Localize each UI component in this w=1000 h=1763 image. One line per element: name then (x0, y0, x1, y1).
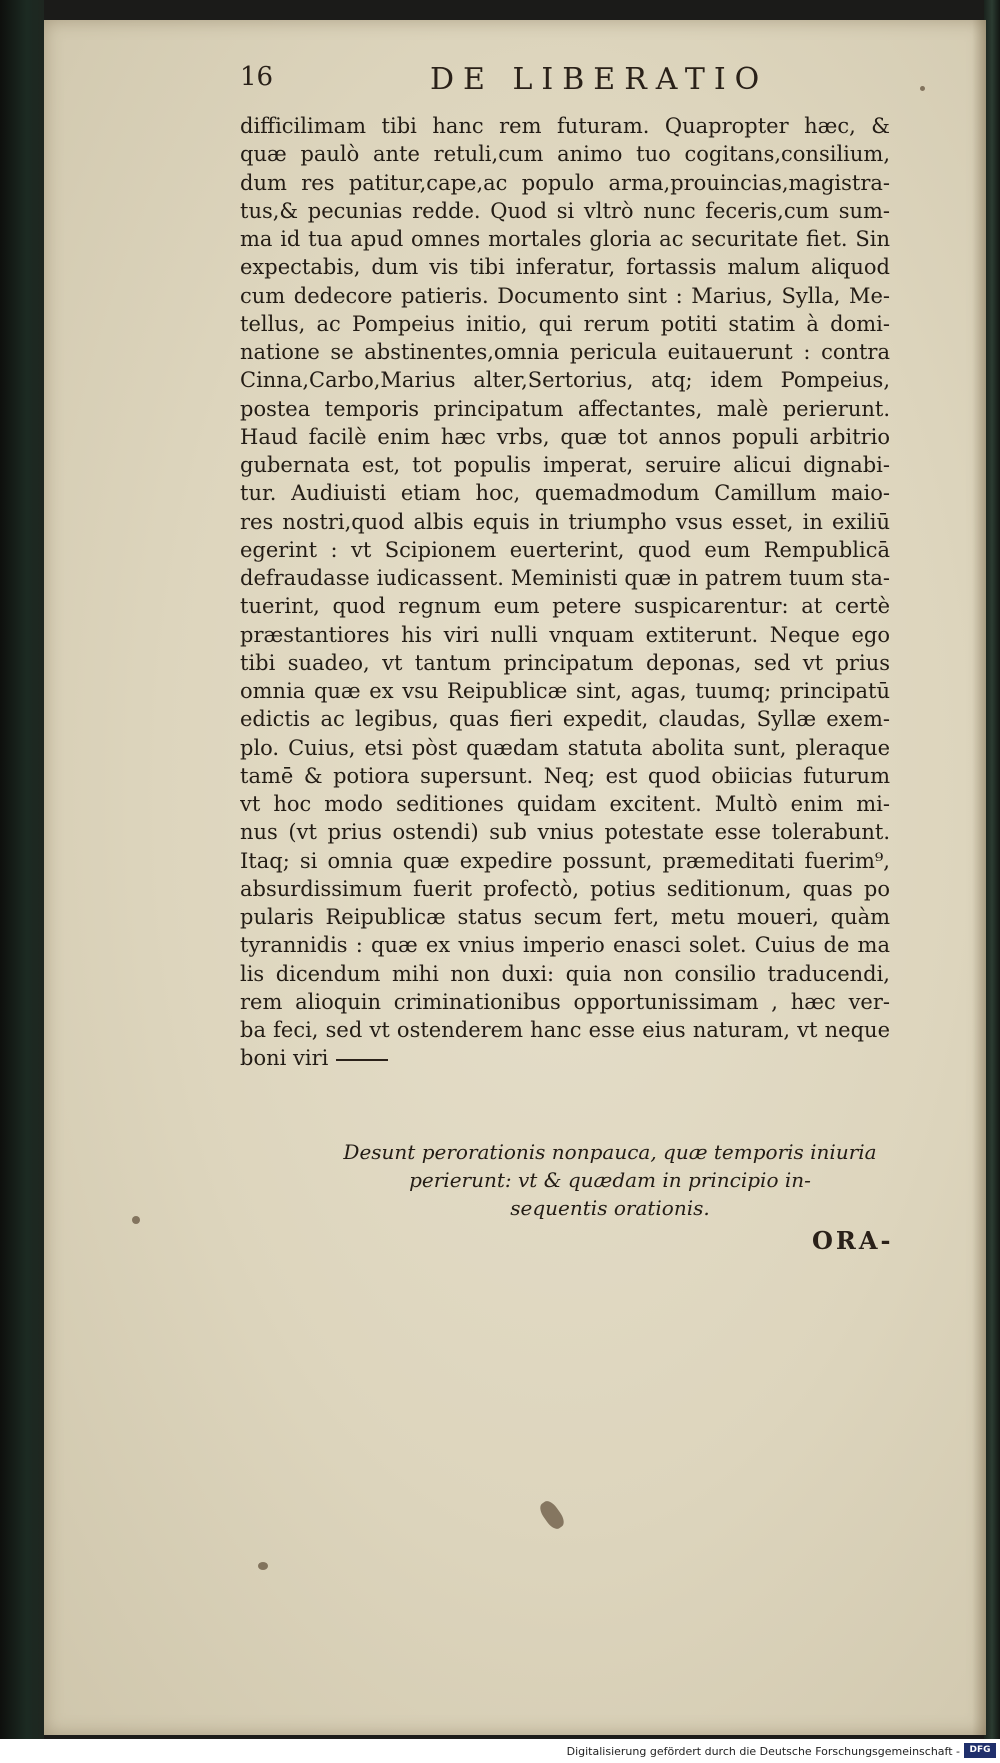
book-board-left (0, 0, 44, 1763)
page-stain (258, 1562, 268, 1570)
break-off-dash (336, 1059, 388, 1061)
text-line: absurdissimum fuerit profectò, potius seditionum, quas po (240, 876, 890, 901)
page-edge-shadow (972, 20, 986, 1735)
text-line: natione se abstinentes,omnia pericula euitauerunt : contra (240, 340, 890, 364)
text-line: ma id tua apud omnes mortales gloria ac securitate fiet. Sin (240, 227, 890, 251)
text-line: egerint : vt Scipionem euerterint, quod eum Rempublicā (240, 537, 890, 562)
digitization-footer (0, 1739, 1000, 1763)
text-line: vt hoc modo seditiones quidam excitent. Multò enim mi- (240, 792, 890, 816)
text-line: postea temporis principatum affectantes, malè perierunt. (240, 396, 890, 421)
text-line: tur. Audiuisti etiam hoc, quemadmodum Camillum maio- (240, 481, 890, 506)
text-line: rem alioquin criminationibus opportunissimam , hæc ver- (240, 989, 890, 1014)
text-line: pularis Reipublicæ status secum fert, metu moueri, quàm (240, 905, 890, 929)
text-line: cum dedecore patieris. Documento sint : Marius, Sylla, Me- (240, 283, 890, 308)
text-line: Haud facilè enim hæc vrbs, quæ tot annos populi arbitrio (240, 424, 890, 449)
note-line: sequentis orationis. (510, 1196, 710, 1220)
text-line: tibi suadeo, vt tantum principatum deponas, sed vt prius (240, 650, 890, 675)
text-line: difficilimam tibi hanc rem futuram. Quapropter hæc, & (240, 114, 890, 138)
text-line: omnia quæ ex vsu Reipublicæ sint, agas, tuumq; principatū (240, 679, 890, 703)
text-line: expectabis, dum vis tibi inferatur, fortassis malum aliquod (240, 255, 890, 280)
body-text (240, 112, 890, 1073)
text-line: tamē & potiora supersunt. Neq; est quod obiicias futurum (240, 763, 890, 788)
note-line: perierunt: vt & quædam in principio in- (409, 1168, 811, 1192)
text-line: tellus, ac Pompeius initio, qui rerum potiti statim à domi- (240, 311, 890, 336)
text-line: gubernata est, tot populis imperat, seruire alicui dignabi- (240, 453, 890, 477)
text-line: res nostri,quod albis equis in triumpho vsus esset, in exiliū (240, 509, 890, 534)
text-line: præstantiores his viri nulli vnquam extiterunt. Neque ego (240, 622, 890, 647)
text-line: edictis ac legibus, quas fieri expedit, claudas, Syllæ exem- (240, 707, 890, 732)
page-stain (920, 86, 925, 91)
text-line-final-words: boni viri (240, 1046, 329, 1071)
text-line: Itaq; si omnia quæ expedire possunt, præmeditati fuerim⁹, (240, 848, 890, 873)
page-header (240, 62, 890, 112)
text-line: ba feci, sed vt ostenderem hanc esse eius naturam, vt neque (240, 1018, 890, 1042)
text-line: nus (vt prius ostendi) sub vnius potestate esse tolerabunt. (240, 820, 890, 845)
page-stain (132, 1216, 140, 1224)
text-line: quæ paulò ante retuli,cum animo tuo cogitans,consilium, (240, 142, 890, 167)
text-line: dum res patitur,cape,ac populo arma,prouincias,magistra- (240, 170, 890, 195)
page-number: 16 (240, 62, 274, 92)
book-board-right (984, 0, 1000, 1763)
text-line: lis dicendum mihi non duxi: quia non consilio traducendi, (240, 961, 890, 986)
funding-credit: Digitalisierung gefördert durch die Deutsche Forschungsgemeinschaft - (566, 1745, 960, 1758)
text-line: defraudasse iudicassent. Meministi quæ in patrem tuum sta- (240, 566, 890, 590)
text-line: plo. Cuius, etsi pòst quædam statuta abolita sunt, pleraque (240, 735, 890, 760)
text-line: Cinna,Carbo,Marius alter,Sertorius, atq; idem Pompeius, (240, 368, 890, 393)
running-title: DE LIBERATIO (430, 62, 769, 97)
lacuna-note (320, 1138, 900, 1222)
catchword: ORA- (812, 1226, 894, 1255)
note-line: Desunt perorationis nonpauca, quæ temporis iniuria (343, 1140, 877, 1164)
text-line: tuerint, quod regnum eum petere suspicarentur: at certè (240, 594, 890, 619)
text-line: tyrannidis : quæ ex vnius imperio enasci solet. Cuius de ma (240, 933, 890, 958)
page-stain (537, 1498, 567, 1532)
text-line-final (240, 1044, 890, 1072)
dfg-logo: DFG (964, 1743, 996, 1758)
text-line: tus,& pecunias redde. Quod si vltrò nunc feceris,cum sum- (240, 198, 890, 223)
